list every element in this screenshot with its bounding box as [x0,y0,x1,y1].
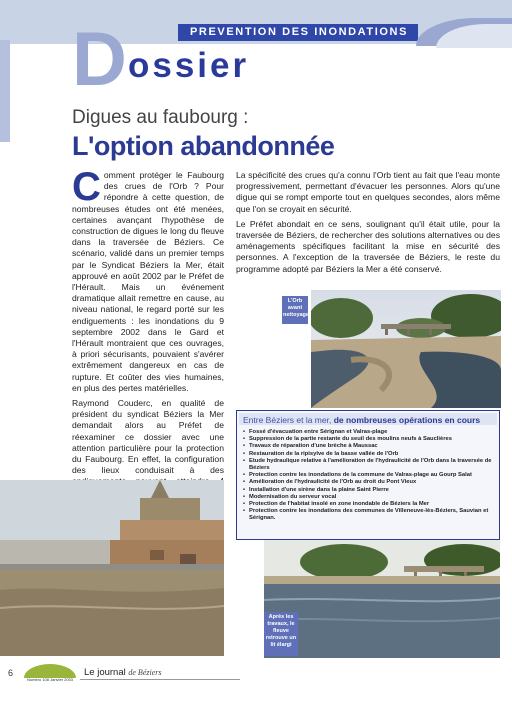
article-title: L'option abandonnée [72,131,335,161]
photo-river-after [264,540,500,658]
journal-logo [24,664,76,678]
operations-box [236,410,500,540]
operations-box-title-bold: de nombreuses opérations en cours [333,415,481,425]
operations-box-title-prefix: Entre Béziers et la mer, [243,415,334,425]
photo-river-before [311,290,501,408]
paragraph: Raymond Couderc, en qualité de président du syndicat Béziers la Mer demandait alors au Préfet de réexaminer ce dossier avec une attention particulière pour la protection du Faubourg. En effet, la configuration des lieux conduisait à des [72,398,224,476]
list-item: • Installation d'une sirène dans la plaine Saint Pierre [243,487,497,494]
operations-list [243,429,497,523]
page-number: 6 [8,668,14,678]
operations-box-title [243,415,480,425]
paragraph-text: omment protéger le Faubourg des crues de l'Orb ? Pour répondre à cette question, de nombreuses études ont été menées, certaines avançant l'hypothèse de construction de digues le long du fleuve dans la traversée de Béziers. Ce scénario, validé dans un premier temps par le Syndicat Béziers la Mer, était approuvé en août 2002 par le Préfet de l'Hérault. Mais un événement dramatique allait remettre en cause, au niveau national, le regard porté sur les endiguements : les inondations du 9 septembre 2002 dans le Gard et l'Hérault montraient que ces ouvrages, à priori sécurisants, pouvaient s'avérer extrêmement dangereux en cas de rupture. Et coûter des vies humaines, en plus des pertes matérielles. [72,170,224,393]
list-item: • Travaux de réparation d'une brèche à Maussac [243,443,497,450]
section-label: PREVENTION DES INONDATIONS [190,26,409,38]
left-column [72,165,224,514]
dossier-initial: D [72,17,127,102]
left-margin-bar [0,40,10,142]
list-item: • Protection de l'habitat insolé en zone inondable de Béziers la Mer [243,501,497,508]
article-subtitle: Digues au faubourg : [72,107,249,128]
dossier-heading: ossier [128,46,250,85]
operations-box-header [239,413,497,425]
list-item: • Amélioration de l'hydraulicité de l'Orb au droit du Pont Vieux [243,479,497,486]
dropcap: C [72,165,101,209]
list-item: • Modernisation du serveur vocal [243,494,497,501]
paragraph: La spécificité des crues qu'a connu l'Orb tient au fait que l'eau monte progressivement, permettant d'évacuer les personnes. Alors qu'une digue qui se rompt emporte tout en quelques secondes, alors même que l'on se croyait en sécurité. [236,170,500,214]
journal-name-prefix: Le journal [84,667,126,678]
photo-flood-city [0,480,224,656]
journal-name-suffix: de Béziers [128,668,162,677]
list-item: • Etude hydraulique relative à l'amélioration de l'hydraulicité de l'Orb dans la traversée de Béziers [243,458,497,472]
list-item: • Fossé d'évacuation entre Sérignan et Valras-plage [243,429,497,436]
journal-name [84,667,161,678]
footer-rule [80,679,240,680]
list-item: • Restauration de la ripisylve de la basse vallée de l'Orb [243,451,497,458]
photo-caption-after: Après les travaux, le fleuve retrouve un lit élargi [264,612,298,656]
list-item: • Suppression de la partie restante du seuil des moulins neufs à Sauclières [243,436,497,443]
issue-tag: Numéro 108 Janvier 2003 [26,677,74,682]
right-column [236,170,500,279]
paragraph [72,165,224,394]
list-item: • Protection contre les inondations de la commune de Valras-plage au Gourp Salat [243,472,497,479]
photo-caption-before: L'Orb avant nettoyage [282,296,308,324]
paragraph: Le Préfet abondait en ce sens, soulignant qu'il était utile, pour la traversée de Béziers, de rechercher des solutions alternatives ou des aménagements spécifiques facilitant la mise en sécurité des personnes. A l'exception de la traversée de Béziers, le reste du programme adopté par Béziers la Mer a été conservé. [236,218,500,274]
list-item: • Protection contre les inondations des communes de Villeneuve-lès-Béziers, Sauvian et Sérignan. [243,508,497,522]
